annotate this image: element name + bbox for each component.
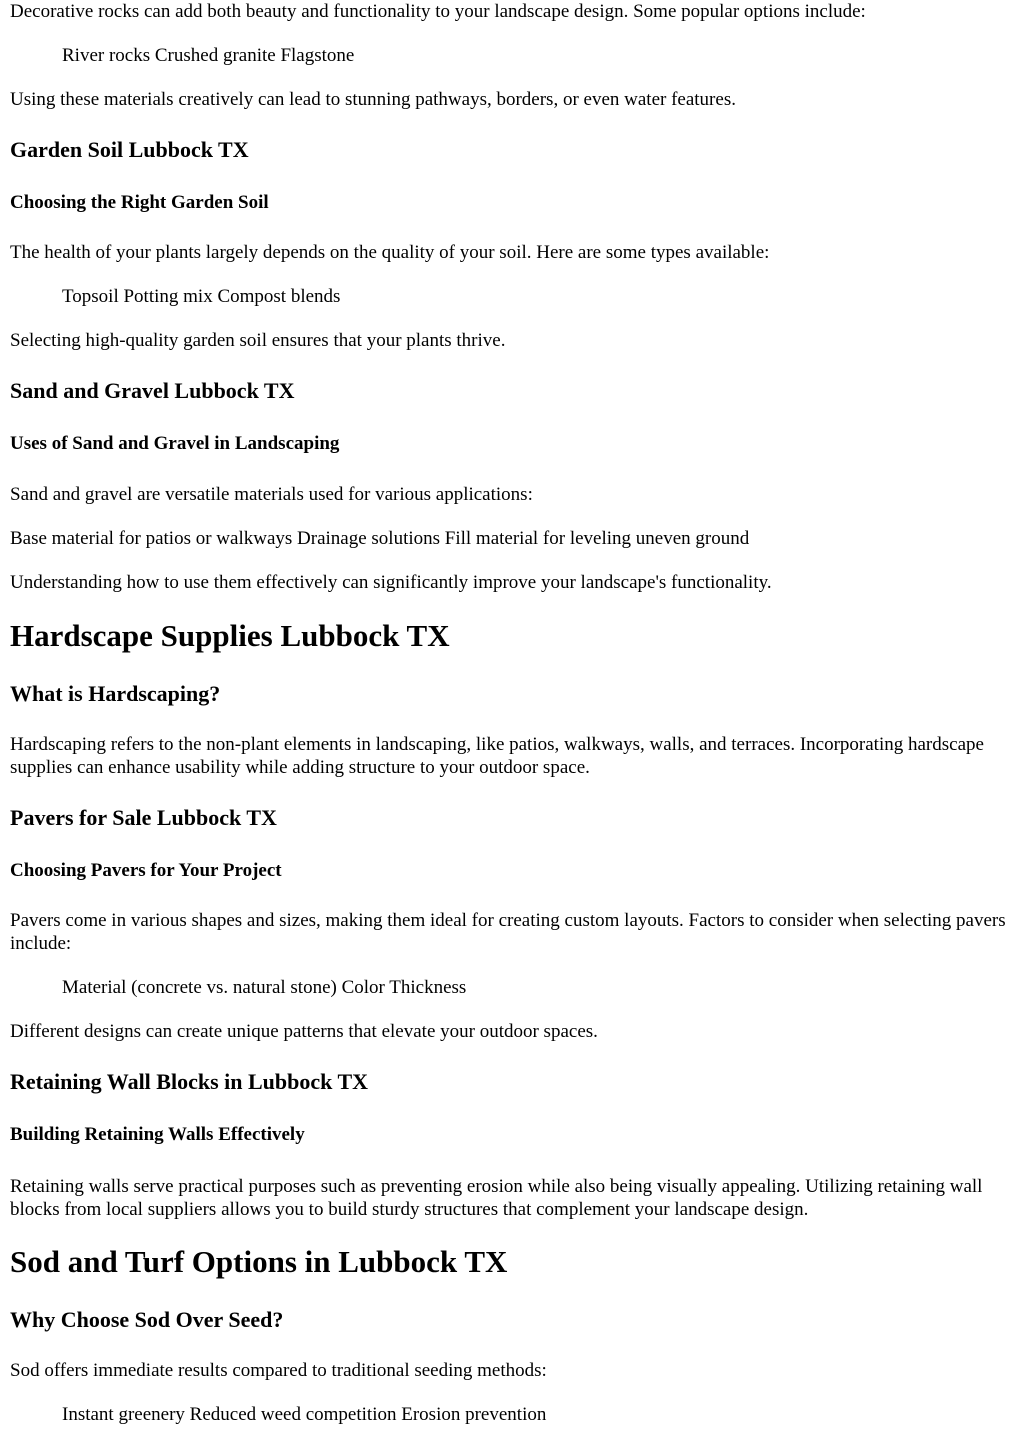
retaining-wall-heading: Retaining Wall Blocks in Lubbock TX (10, 1069, 369, 1094)
pavers-heading: Pavers for Sale Lubbock TX (10, 805, 277, 830)
rocks-outro-paragraph: Using these materials creatively can lead to stunning pathways, borders, or even water features. (10, 89, 736, 110)
hardscape-body-paragraph: Hardscaping refers to the non-plant elements in landscaping, like patios, walkways, walls, and terraces. Incorporating hardscape supplies can enhance usability while adding structure to your outdoor space. (10, 734, 984, 778)
pavers-factors-list: Material (concrete vs. natural stone) Color Thickness (62, 977, 467, 998)
sod-turf-intro-paragraph: Sod offers immediate results compared to traditional seeding methods: (10, 1360, 547, 1381)
garden-soil-heading: Garden Soil Lubbock TX (10, 137, 249, 162)
sod-turf-subheading: Why Choose Sod Over Seed? (10, 1307, 284, 1332)
pavers-intro-paragraph: Pavers come in various shapes and sizes, making them ideal for creating custom layouts. Factors to consider when selecting pavers include: (10, 910, 1006, 954)
sand-gravel-outro-paragraph: Understanding how to use them effectively can significantly improve your landscape's functionality. (10, 572, 772, 593)
sand-gravel-uses-list: Base material for patios or walkways Drainage solutions Fill material for leveling uneven ground (10, 528, 750, 549)
rocks-intro-paragraph: Decorative rocks can add both beauty and functionality to your landscape design. Some popular options include: (10, 1, 866, 22)
rocks-options-list: River rocks Crushed granite Flagstone (62, 45, 355, 66)
sand-gravel-heading: Sand and Gravel Lubbock TX (10, 378, 295, 403)
garden-soil-intro-paragraph: The health of your plants largely depends on the quality of your soil. Here are some types available: (10, 242, 770, 263)
hardscape-heading: Hardscape Supplies Lubbock TX (10, 618, 450, 653)
garden-soil-outro-paragraph: Selecting high-quality garden soil ensures that your plants thrive. (10, 330, 506, 351)
garden-soil-types-list: Topsoil Potting mix Compost blends (62, 286, 341, 307)
pavers-subheading: Choosing Pavers for Your Project (10, 860, 282, 881)
retaining-wall-body-paragraph: Retaining walls serve practical purposes such as preventing erosion while also being visually appealing. Utilizing retaining wall blocks from local suppliers allows you to build sturdy structures that complement your landscape design. (10, 1176, 983, 1220)
sod-benefits-list: Instant greenery Reduced weed competition Erosion prevention (62, 1404, 547, 1425)
sand-gravel-intro-paragraph: Sand and gravel are versatile materials used for various applications: (10, 484, 533, 505)
hardscape-subheading: What is Hardscaping? (10, 681, 221, 706)
pavers-outro-paragraph: Different designs can create unique patterns that elevate your outdoor spaces. (10, 1021, 598, 1042)
garden-soil-subheading: Choosing the Right Garden Soil (10, 192, 269, 213)
retaining-wall-subheading: Building Retaining Walls Effectively (10, 1124, 305, 1145)
sand-gravel-subheading: Uses of Sand and Gravel in Landscaping (10, 433, 340, 454)
sod-turf-heading: Sod and Turf Options in Lubbock TX (10, 1244, 508, 1279)
